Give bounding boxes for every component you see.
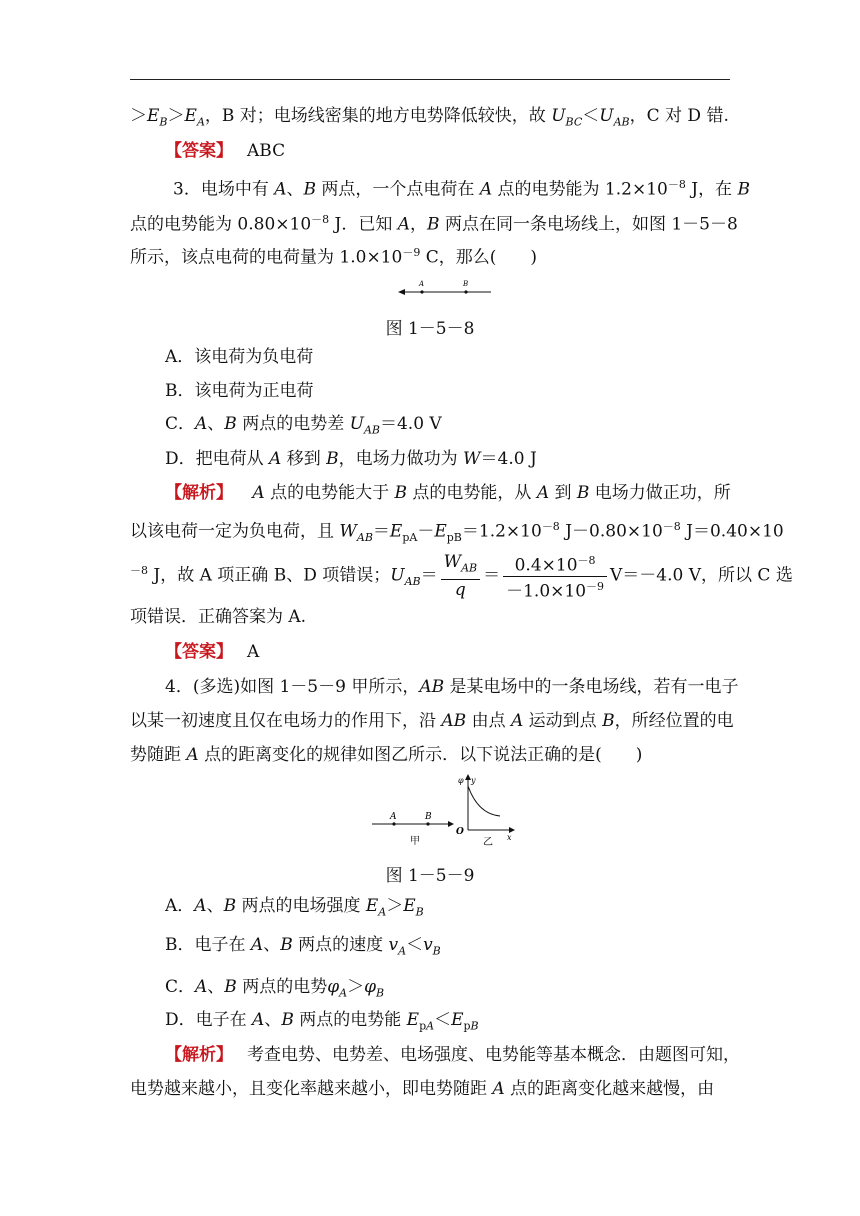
q3-option-b: B．该电荷为正电荷 xyxy=(165,381,314,401)
sol3-line-4: 项错误．正确答案为 A. xyxy=(130,607,307,627)
fig9-label-yi: 乙 xyxy=(483,837,493,848)
answer-3: 【答案】 A xyxy=(165,642,260,662)
fig9-label-jia: 甲 xyxy=(410,836,420,847)
fig8-caption: 图 1－5－8 xyxy=(385,319,475,339)
fig9-caption: 图 1－5－9 xyxy=(385,866,475,886)
fig8-label-b: B xyxy=(463,280,469,288)
fig9-label-o: O xyxy=(456,827,464,837)
q4-option-b: B．电子在 A、B 两点的速度 $v_A<v_B$ xyxy=(165,935,441,958)
q4-option-a: A．A、B 两点的电场强度 $E_A>E_B$ xyxy=(165,896,424,919)
fig9-label-phi: φ xyxy=(458,776,464,785)
fig8-label-a: A xyxy=(419,280,425,288)
fig9-label-b: B xyxy=(425,812,432,822)
header-rule xyxy=(130,79,730,80)
q4-line-2: 以某一初速度且仅在电场力的作用下，沿 AB 由点 A 运动到点 B，所经位置的电 xyxy=(130,711,734,731)
q3-option-a: A．该电荷为负电荷 xyxy=(165,347,314,367)
answer-1: 【答案】 ABC xyxy=(165,141,286,161)
answer-tag: 【答案】 xyxy=(165,141,233,161)
q3-line-3: 所示，该点电荷的电荷量为 $1.0\times 10^{-9}$ C，那么( ) xyxy=(130,246,538,268)
sol4-line-1: 【解析】 考查电势、电势差、电场强度、电势能等基本概念．由题图可知， xyxy=(165,1045,740,1065)
q4-option-d: D．电子在 A、B 两点的电势能 $E_{pA}<E_{pB}$ xyxy=(165,1010,479,1033)
figure-1-5-9 xyxy=(368,774,518,850)
text-line-1: $>E_B>E_A$，B 对；电场线密集的地方电势降低较快，故 $U_{BC}<U_{AB}$，C 对 D 错. xyxy=(130,106,729,129)
fig9-label-x: x xyxy=(507,833,512,842)
q3-option-c: C．A、B 两点的电势差 $U_{AB}=4.0$ V xyxy=(165,414,442,437)
sol3-line-1: 【解析】 A 点的电势能大于 B 点的电势能，从 A 到 B 电场力做正功，所 xyxy=(165,483,731,503)
figure-1-5-8 xyxy=(395,278,495,300)
fig9-label-a: A xyxy=(390,812,397,822)
q4-line-1: 4．(多选)如图 1－5－9 甲所示，AB 是某电场中的一条电场线，若有一电子 xyxy=(165,677,739,697)
q3-option-d: D．把电荷从 A 移到 B，电场力做功为 W＝4.0 J xyxy=(165,449,537,469)
q3-line-2: 点的电势能为 $0.80\times 10^{-8}$ J．已知 A，B 两点在同一条电场线上，如图 1－5－8 xyxy=(130,213,738,235)
fig9-label-y: y xyxy=(471,776,476,785)
q3-line-1: 3．电场中有 A、B 两点，一个点电荷在 A 点的电势能为 $1.2\times 10^{-8}$ J，在 B xyxy=(173,178,750,200)
sol3-line-2: 以该电荷一定为负电荷，且 $W_{AB}=E_{pA}-E_{pB}=1.2\times 10^{-8}$ $J-0.80\times 10^{-8}$ J＝0.40×10 xyxy=(130,520,784,545)
sol4-line-2: 电势越来越小，且变化率越来越小，即电势随距 A 点的距离变化越来越慢，由 xyxy=(130,1079,715,1099)
q4-option-c: C．A、B 两点的电势$\varphi_A>\varphi_B$ xyxy=(165,977,385,1000)
q4-line-3: 势随距 A 点的距离变化的规律如图乙所示．以下说法正确的是( ) xyxy=(130,745,643,765)
sol3-line-3: $^{-8}$ J，故 A 项正确 B、D 项错误；$U_{AB}=$ $\frac{W_{AB}}{q}$ ＝ $\frac{0.4\times 10^{-8}}{-1.0\times 10^{-9}}$ V＝－4.0 V，所以 C 选 xyxy=(130,552,793,602)
